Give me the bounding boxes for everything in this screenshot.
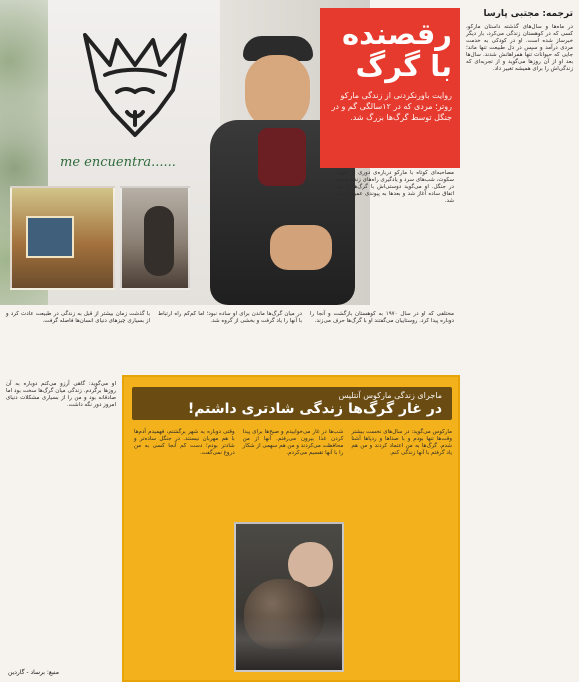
inset-photo-frame bbox=[26, 216, 74, 258]
wolf-mural-icon bbox=[65, 20, 205, 160]
sidebar-title: در غار گرگ‌ها زندگی شادتری داشتم! bbox=[187, 401, 442, 417]
inset-photos bbox=[10, 186, 190, 290]
lower-columns bbox=[0, 305, 460, 375]
lower-column bbox=[158, 311, 302, 369]
yellow-sidebar bbox=[122, 375, 460, 682]
hero-photo bbox=[0, 0, 370, 305]
man-face bbox=[245, 55, 310, 130]
sidebar-column-text: شب‌ها در غار می‌خوابیدم و صبح‌ها برای پیدا کردن غذا بیرون می‌رفتم. آنها از من محافظت می‌کردند و من هم سهمی از شکار را با آنها تقسیم می‌کردم. bbox=[242, 429, 344, 456]
left-column bbox=[0, 375, 122, 682]
middle-column-text: مصاحبه‌ای کوتاه با مارکو درباره‌ی دوری از شهر، سکوت، شب‌های سرد و یادگیری راه‌های زنده ماندن در جنگل. او می‌گوید دوستی‌اش با گرگ‌ها از یک اتفاق ساده آغاز شد و بعدها به پیوندی عمیق تبدیل شد. bbox=[336, 170, 454, 204]
right-column bbox=[460, 0, 579, 682]
inset-photo-person bbox=[144, 206, 174, 276]
byline: منبع: برساد - گاردین bbox=[8, 669, 59, 676]
sidebar-title-strip bbox=[132, 387, 452, 420]
right-column-text: در ماه‌ها و سال‌های گذشته داستان مارکو، کسی که در کوهستان زندگی می‌کرد، بار دیگر خبرساز شده است. او در کودکی به خدمت مردی درآمد و سپس در دل طبیعت تنها ماند؛ جایی که حیوانات تنها همراهانش شدند. سال‌ها بعد او از آن روزها می‌گوید و از تجربه‌ای که زندگی‌اش را برای همیشه تغییر داد. bbox=[466, 24, 573, 72]
wolf-photo-shade bbox=[236, 616, 344, 672]
lower-column bbox=[310, 311, 454, 369]
sidebar-column bbox=[351, 429, 452, 676]
graffiti-text: me encuentra...... bbox=[60, 155, 176, 170]
inset-photo-left bbox=[10, 186, 115, 290]
headline-lead: روایت باورنکردنی از زندگی مارکو روتر؛ مردی که در ۱۲سالگی گم و در جنگل توسط گرگ‌ها بزرگ شد. bbox=[331, 91, 452, 122]
headline-box bbox=[320, 8, 460, 168]
headline: رقصنده با گرگ bbox=[342, 17, 452, 83]
sidebar-column-text: مارکوس می‌گوید: در سال‌های نخست بیشتر وقت‌ها تنها بودم و با صداها و ردپاها آشنا شدم. گرگ‌ها به من اعتماد کردند و من هم یاد گرفتم با آنها زندگی کنم. bbox=[351, 429, 452, 456]
lower-column-text: با گذشت زمان بیشتر از قبل به زندگی در طبیعت عادت کرد و از بسیاری چیزهای دنیای انسان‌ها فاصله گرفت. bbox=[6, 311, 150, 324]
lower-column bbox=[6, 311, 150, 369]
sidebar-column bbox=[134, 429, 235, 676]
man-hands bbox=[270, 225, 332, 270]
inset-photo-right bbox=[120, 186, 190, 290]
left-column-text: او می‌گوید: گاهی آرزو می‌کنم دوباره به آن روزها برگردم. زندگی میان گرگ‌ها سخت بود اما صادقانه بود و من را از بسیاری مشکلات دنیای امروز دور نگه داشت. bbox=[6, 381, 116, 408]
lower-column-text: مختلفی که او در سال ۱۹۷۰ به کوهستان بازگشت و آنجا را دوباره پیدا کرد. روستاییان می‌گفتند او با گرگ‌ها حرف می‌زند. bbox=[310, 311, 454, 324]
sidebar-column-text: وقتی دوباره به شهر برگشتم، فهمیدم آدم‌ها با هم مهربان نیستند. در جنگل ساده‌تر و شادتر بودم؛ دست کم آنجا کسی به من دروغ نمی‌گفت. bbox=[133, 429, 235, 456]
wolf-photo bbox=[234, 522, 344, 672]
lower-column-text: در میان گرگ‌ها ماندن برای او ساده نبود؛ اما کم‌کم راه ارتباط با آنها را یاد گرفت و بخشی از گروه شد. bbox=[158, 311, 302, 324]
sidebar-kicker: ماجرای زندگی مارکوس آنتلیس bbox=[338, 391, 442, 400]
man-sweater bbox=[258, 128, 306, 186]
right-column-heading: ترجمه: مجتبی پارسا bbox=[483, 9, 573, 19]
